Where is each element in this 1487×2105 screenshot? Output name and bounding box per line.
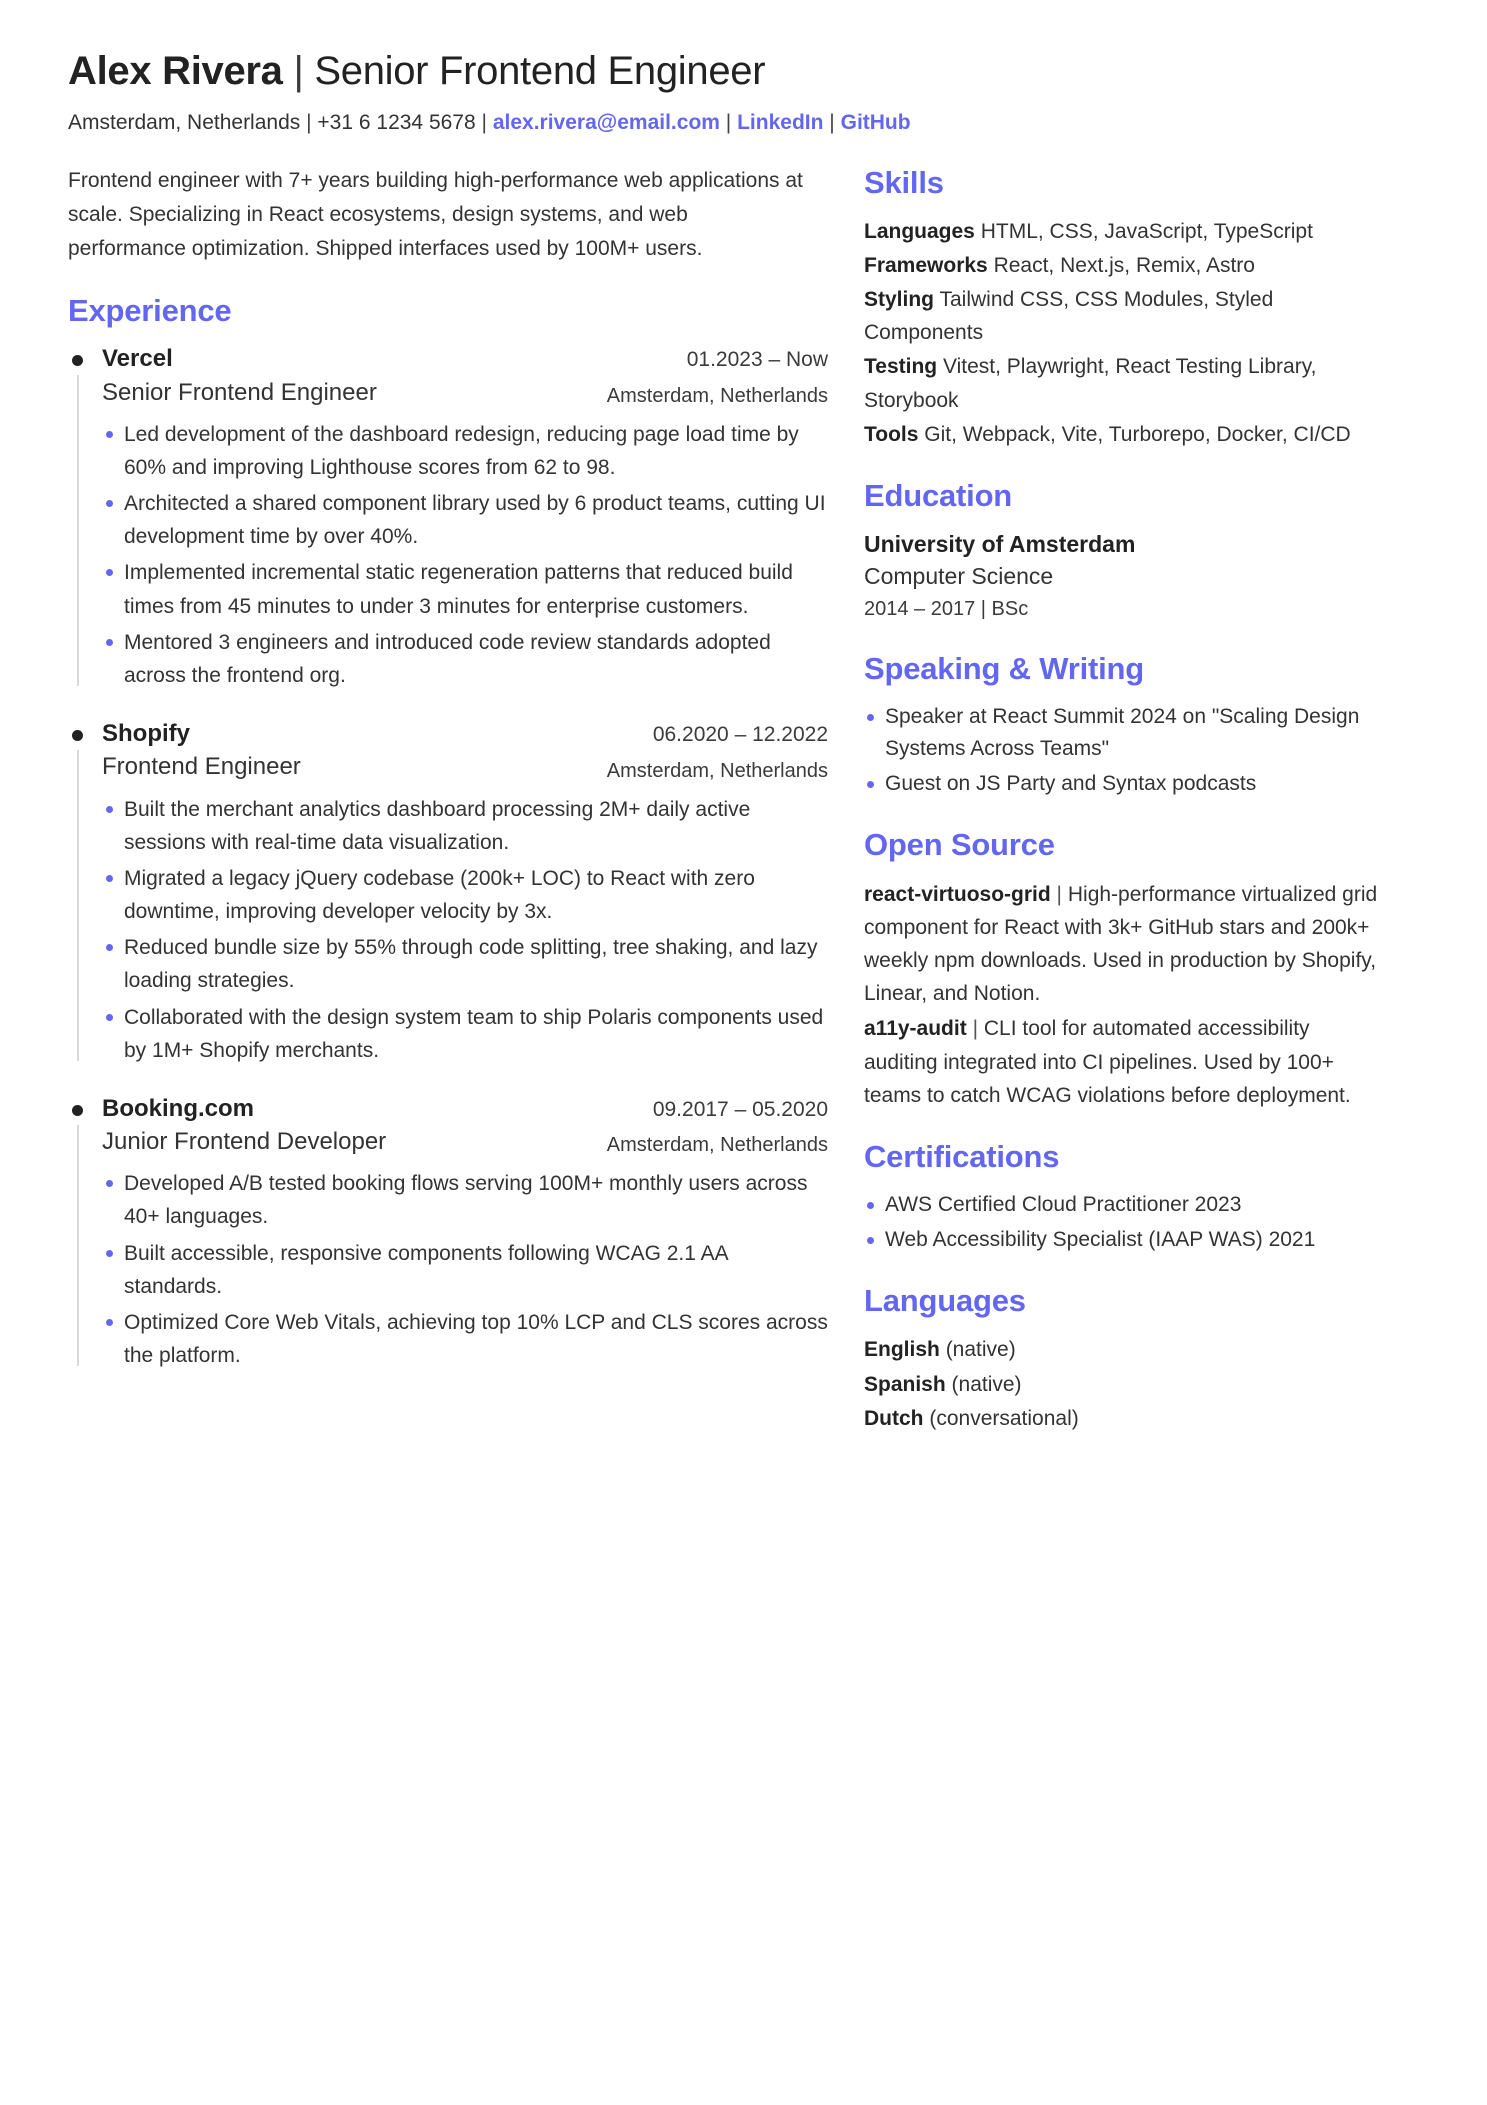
section-heading-experience: Experience: [68, 293, 232, 329]
education-meta: 2014 – 2017 | BSc: [864, 597, 1029, 620]
name-title-line: [68, 48, 1429, 95]
contact-linkedin-link[interactable]: LinkedIn: [737, 111, 824, 135]
job-location: Amsterdam, Netherlands: [606, 759, 828, 782]
certifications-list: [864, 1189, 1384, 1256]
contact-email-link[interactable]: alex.rivera@email.com: [492, 111, 720, 135]
job-highlight: Developed A/B tested booking flows serving 100M+ monthly users across 40+ languages.: [102, 1167, 828, 1233]
job-highlights: [102, 418, 828, 692]
contact-separator-4: |: [829, 111, 835, 135]
skill-group: [864, 215, 1384, 248]
job-dates: 01.2023 – Now: [686, 348, 828, 372]
job-highlight: Built the merchant analytics dashboard processing 2M+ daily active sessions with real-time data visualization.: [102, 793, 828, 859]
job-company: Vercel: [102, 345, 173, 373]
contact-github-link[interactable]: GitHub: [840, 111, 911, 135]
skill-group: [864, 283, 1384, 349]
section-heading-languages: Languages: [864, 1283, 1026, 1319]
contact-separator-3: |: [725, 111, 732, 135]
job-header-row: [102, 343, 828, 374]
speaking-list: [864, 701, 1384, 801]
job-dates: 06.2020 – 12.2022: [652, 723, 828, 747]
name-title-separator: |: [293, 49, 304, 93]
skill-group-label: Tools: [864, 422, 919, 446]
job-highlights: [102, 1167, 828, 1372]
project-name: react-virtuoso-grid: [864, 882, 1051, 906]
project-description: High-performance virtualized grid component for React with 3k+ GitHub stars and 200k+ weekly npm downloads. Used in production by Shopify, Linear, and Notion.: [864, 882, 1378, 1006]
job-subheader-row: [102, 751, 828, 782]
job-company: Booking.com: [102, 1094, 255, 1122]
open-source-project: [864, 1012, 1384, 1112]
project-separator: |: [972, 1017, 979, 1041]
skill-group-label: Frameworks: [864, 253, 988, 277]
certification-item: Web Accessibility Specialist (IAAP WAS) 2021: [864, 1224, 1384, 1257]
certification-item: AWS Certified Cloud Practitioner 2023: [864, 1189, 1384, 1222]
experience-list: [68, 343, 828, 1372]
education-item: [864, 528, 1384, 624]
section-heading-open-source: Open Source: [864, 827, 1055, 863]
language-item: [864, 1333, 1384, 1366]
bullet-marker-icon: [72, 1105, 83, 1116]
resume-body: [68, 164, 1429, 1436]
language-name: English: [864, 1338, 940, 1362]
skill-group-value: Vitest, Playwright, React Testing Library, Storybook: [864, 355, 1317, 412]
language-item: [864, 1402, 1384, 1435]
experience-item: [68, 343, 828, 692]
job-dates: 09.2017 – 05.2020: [652, 1097, 828, 1121]
education-degree: Computer Science: [864, 563, 1054, 590]
candidate-name: Alex Rivera: [68, 49, 283, 93]
right-column: [864, 164, 1384, 1436]
language-name: Dutch: [864, 1406, 924, 1430]
job-location: Amsterdam, Netherlands: [606, 1134, 828, 1157]
language-item: [864, 1368, 1384, 1401]
job-highlight: Implemented incremental static regeneration patterns that reduced build times from 45 minutes to under 3 minutes for enterprise customers.: [102, 556, 828, 622]
section-heading-skills: Skills: [864, 164, 944, 200]
summary-paragraph: Frontend engineer with 7+ years building high-performance web applications at scale. Specializing in React ecosystems, design systems, and web performance optimization. Shipped interfaces used by 100M+ users.: [68, 168, 803, 260]
job-highlight: Reduced bundle size by 55% through code splitting, tree shaking, and lazy loading strategies.: [102, 931, 828, 997]
job-highlights: [102, 793, 828, 1067]
job-highlight: Built accessible, responsive components following WCAG 2.1 AA standards.: [102, 1237, 828, 1303]
job-highlight: Mentored 3 engineers and introduced code review standards adopted across the frontend org.: [102, 626, 828, 692]
project-name: a11y-audit: [864, 1017, 967, 1041]
section-heading-education: Education: [864, 477, 1013, 513]
contact-separator-1: |: [306, 111, 312, 135]
skill-group: [864, 418, 1384, 451]
job-role: Frontend Engineer: [102, 753, 301, 781]
job-header-row: [102, 1093, 828, 1124]
skill-group-label: Languages: [864, 219, 975, 243]
job-highlight: Collaborated with the design system team to ship Polaris components used by 1M+ Shopify merchants.: [102, 1001, 828, 1067]
project-separator: |: [1056, 882, 1063, 906]
timeline-rule: [77, 1125, 79, 1366]
job-header-row: [102, 718, 828, 749]
job-highlight: Led development of the dashboard redesign, reducing page load time by 60% and improving Lighthouse scores from 62 to 98.: [102, 418, 828, 484]
skill-group-value: HTML, CSS, JavaScript, TypeScript: [980, 219, 1313, 243]
contact-separator-2: |: [481, 111, 487, 135]
section-heading-speaking: Speaking & Writing: [864, 650, 1145, 686]
job-subheader-row: [102, 377, 828, 408]
contact-line: [68, 109, 1429, 137]
skill-group: [864, 350, 1384, 416]
language-level: (conversational): [929, 1406, 1079, 1430]
project-description: CLI tool for automated accessibility auditing integrated into CI pipelines. Used by 100+ teams to catch WCAG violations before deployment.: [864, 1017, 1351, 1107]
job-location: Amsterdam, Netherlands: [606, 384, 828, 407]
job-highlight: Architected a shared component library used by 6 product teams, cutting UI development time by over 40%.: [102, 487, 828, 553]
language-name: Spanish: [864, 1372, 946, 1396]
speaking-item: Guest on JS Party and Syntax podcasts: [864, 768, 1384, 801]
language-level: (native): [945, 1338, 1016, 1362]
bullet-marker-icon: [72, 355, 83, 366]
skill-group: [864, 249, 1384, 282]
timeline-rule: [77, 750, 79, 1061]
job-highlight: Migrated a legacy jQuery codebase (200k+ LOC) to React with zero downtime, improving developer velocity by 3x.: [102, 862, 828, 928]
experience-item: [68, 1093, 828, 1372]
skills-list: [864, 215, 1384, 451]
contact-phone: +31 6 1234 5678: [317, 111, 476, 135]
languages-list: [864, 1333, 1384, 1435]
bullet-marker-icon: [72, 730, 83, 741]
education-school: University of Amsterdam: [864, 531, 1136, 558]
timeline-rule: [77, 375, 79, 686]
job-role: Junior Frontend Developer: [102, 1128, 387, 1156]
job-company: Shopify: [102, 720, 190, 748]
section-heading-certifications: Certifications: [864, 1138, 1060, 1174]
resume-header: [68, 48, 1429, 138]
job-role: Senior Frontend Engineer: [102, 378, 377, 406]
job-highlight: Optimized Core Web Vitals, achieving top 10% LCP and CLS scores across the platform.: [102, 1306, 828, 1372]
skill-group-value: React, Next.js, Remix, Astro: [993, 253, 1255, 277]
experience-item: [68, 718, 828, 1067]
skill-group-value: Git, Webpack, Vite, Turborepo, Docker, CI/CD: [924, 422, 1351, 446]
candidate-title: Senior Frontend Engineer: [314, 49, 766, 93]
skill-group-label: Styling: [864, 288, 935, 312]
contact-location: Amsterdam, Netherlands: [68, 111, 301, 135]
left-column: [68, 164, 828, 1376]
open-source-list: [864, 878, 1384, 1112]
speaking-item: Speaker at React Summit 2024 on "Scaling Design Systems Across Teams": [864, 701, 1384, 766]
skill-group-value: Tailwind CSS, CSS Modules, Styled Components: [864, 288, 1274, 345]
language-level: (native): [951, 1372, 1022, 1396]
open-source-project: [864, 878, 1384, 1011]
job-subheader-row: [102, 1126, 828, 1157]
skill-group-label: Testing: [864, 355, 938, 379]
